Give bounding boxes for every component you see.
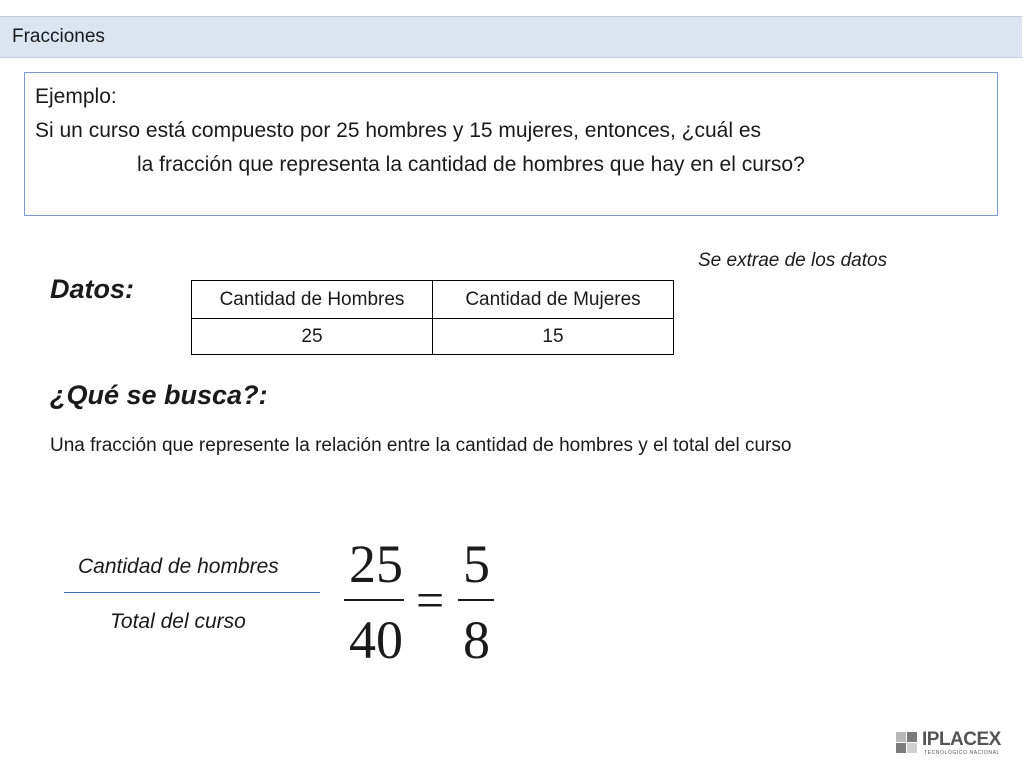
table-header-row: [192, 281, 674, 319]
numerator-label: Cantidad de hombres: [78, 555, 279, 578]
data-table: [191, 280, 674, 355]
logo-text: IPLACEX: [922, 729, 1001, 750]
fraction-numerator: 25: [349, 534, 403, 594]
example-box: [24, 72, 998, 216]
example-line-2: la fracción que representa la cantidad de hombres que hay en el curso?: [137, 153, 805, 176]
header-bar: [0, 16, 1022, 58]
table-row: [192, 319, 674, 355]
fraction-denominator: 40: [349, 610, 403, 670]
logo-subtitle: TECNOLÓGICO NACIONAL: [924, 750, 1000, 756]
iplacex-logo: [896, 730, 1018, 760]
busca-heading: ¿Qué se busca?:: [50, 380, 268, 410]
data-source-note: Se extrae de los datos: [698, 250, 888, 271]
example-line-1: Si un curso está compuesto por 25 hombres y 15 mujeres, entonces, ¿cuál es: [35, 119, 762, 142]
equals-sign: =: [416, 572, 445, 628]
fraction-bar: [344, 599, 404, 601]
simplified-fraction-bar: [458, 599, 494, 601]
simplified-numerator: 5: [463, 534, 490, 594]
table-cell: 15: [433, 319, 674, 355]
header-title: Fracciones: [12, 26, 105, 47]
logo-mark-icon: [896, 732, 918, 754]
table-header-cell: Cantidad de Mujeres: [433, 281, 674, 319]
simplified-denominator: 8: [463, 610, 490, 670]
table-cell: 25: [192, 319, 433, 355]
table-header-cell: Cantidad de Hombres: [192, 281, 433, 319]
example-label: Ejemplo:: [35, 85, 117, 108]
busca-description: Una fracción que represente la relación entre la cantidad de hombres y el total del curso: [50, 435, 792, 456]
fraction-divider: [64, 592, 320, 593]
denominator-label: Total del curso: [110, 610, 246, 633]
datos-heading: Datos:: [50, 274, 135, 304]
